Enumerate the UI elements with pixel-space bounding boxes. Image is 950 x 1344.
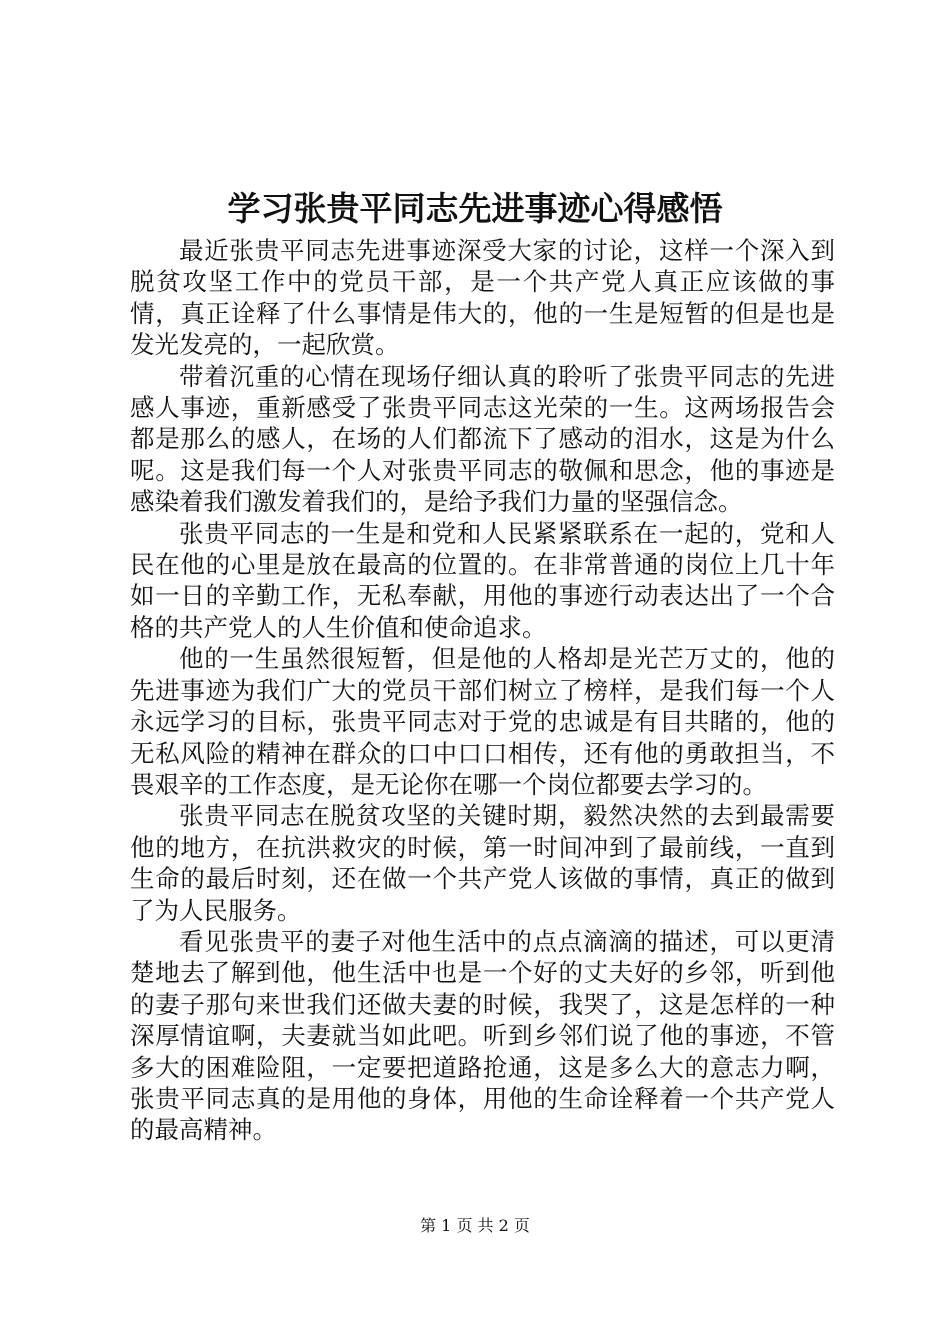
paragraph-6: 看见张贵平的妻子对他生活中的点点滴滴的描述，可以更清楚地去了解到他，他生活中也是一个好的丈夫好的乡邻，听到他的妻子那句来世我们还做夫妻的时候，我哭了，这是怎样的一种深厚情谊啊，夫妻就当如此吧。听到乡邻们说了他的事迹，不管多大的困难险阻，一定要把道路抢通，这是多么大的意志力啊，张贵平同志真的是用他的身体，用他的生命诠释着一个共产党人的最高精神。 — [130, 926, 835, 1145]
document-title: 学习张贵平同志先进事迹心得感悟 — [227, 189, 723, 228]
paragraph-1: 最近张贵平同志先进事迹深受大家的讨论，这样一个深入到脱贫攻坚工作中的党员干部，是一个共产党人真正应该做的事情，真正诠释了什么事情是伟大的，他的一生是短暂的但是也是发光发亮的，一起欣赏。 — [130, 236, 835, 360]
paragraph-4: 他的一生虽然很短暂，但是他的人格却是光芒万丈的，他的先进事迹为我们广大的党员干部们树立了榜样，是我们每一个人永远学习的目标，张贵平同志对于党的忠诚是有目共睹的，他的无私风险的精神在群众的口中口口相传，还有他的勇敢担当，不畏艰辛的工作态度，是无论你在哪一个岗位都要去学习的。 — [130, 644, 835, 799]
paragraph-3: 张贵平同志的一生是和党和人民紧紧联系在一起的，党和人民在他的心里是放在最高的位置的。在非常普通的岗位上几十年如一日的辛勤工作，无私奉献，用他的事迹行动表达出了一个合格的共产党人的人生价值和使命追求。 — [130, 518, 835, 642]
page-footer: 第 1 页 共 2 页 — [420, 1216, 530, 1235]
paragraph-5: 张贵平同志在脱贫攻坚的关键时期，毅然决然的去到最需要他的地方，在抗洪救灾的时候，第一时间冲到了最前线，一直到生命的最后时刻，还在做一个共产党人该做的事情，真正的做到了为人民服务。 — [130, 801, 835, 925]
document-body — [130, 235, 835, 1146]
paragraph-2: 带着沉重的心情在现场仔细认真的聆听了张贵平同志的先进感人事迹，重新感受了张贵平同志这光荣的一生。这两场报告会都是那么的感人，在场的人们都流下了感动的泪水，这是为什么呢。这是我们每一个人对张贵平同志的敬佩和思念，他的事迹是感染着我们激发着我们的，是给予我们力量的坚强信念。 — [130, 361, 835, 517]
